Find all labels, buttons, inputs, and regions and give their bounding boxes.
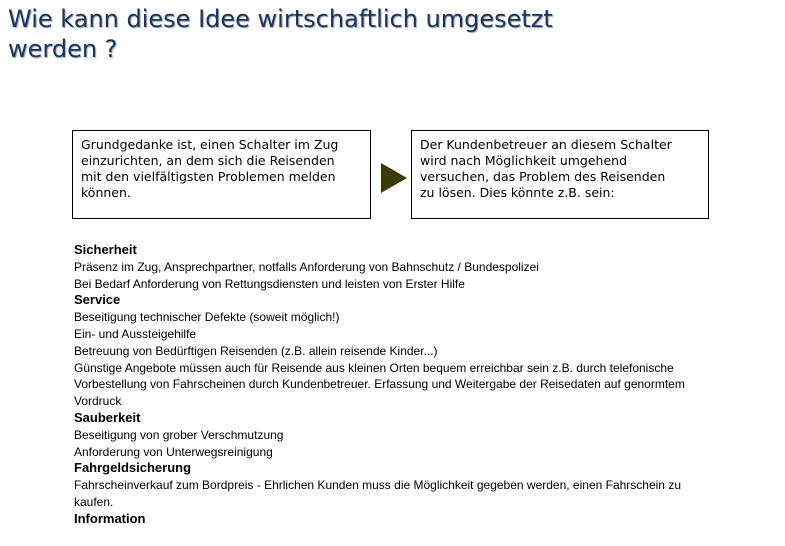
section-item: Betreuung von Bedürftigen Reisenden (z.B. allein reisende Kinder...)	[74, 343, 438, 358]
section-item: Beseitigung technischer Defekte (soweit möglich!)	[74, 310, 340, 325]
arrow-right-icon	[381, 163, 407, 193]
idea-text-box	[72, 130, 371, 219]
section-heading-sicherheit: Sicherheit	[74, 242, 137, 257]
service-text-box	[411, 130, 709, 219]
section-item: Bei Bedarf Anforderung von Rettungsdiensten und leisten von Erster Hilfe	[74, 276, 465, 291]
service-details	[74, 242, 774, 528]
service-text-line: Der Kundenbetreuer an diesem Schalter	[420, 137, 672, 152]
section-item: Günstige Angebote müssen auch für Reisende aus kleinen Orten bequem erreichbar sein z.B. durch telefonische	[74, 360, 674, 375]
idea-text-line: einzurichten, an dem sich die Reisenden	[81, 153, 335, 168]
section-item: Beseitigung von grober Verschmutzung	[74, 427, 284, 442]
idea-text-line: Grundgedanke ist, einen Schalter im Zug	[81, 137, 339, 152]
page-title-line-2: werden ?	[8, 35, 118, 63]
section-item: Vordruck	[74, 394, 122, 409]
section-heading-information: Information	[74, 510, 146, 526]
idea-text-line: können.	[81, 185, 131, 200]
page-title-line-1: Wie kann diese Idee wirtschaftlich umgesetzt	[8, 5, 553, 33]
page-title	[8, 4, 708, 64]
service-text-line: versuchen, das Problem des Reisenden	[420, 169, 666, 184]
section-heading-sauberkeit: Sauberkeit	[74, 409, 141, 425]
section-item: Präsenz im Zug, Ansprechpartner, notfalls Anforderung von Bahnschutz / Bundespolizei	[74, 259, 539, 274]
section-item: kaufen.	[74, 494, 114, 509]
section-item: Vorbestellung von Fahrscheinen durch Kundenbetreuer. Erfassung und Weitergabe der Reisedaten auf genormtem	[74, 377, 685, 392]
idea-text-line: mit den vielfältigsten Problemen melden	[81, 169, 336, 184]
service-text-line: wird nach Möglichkeit umgehend	[420, 153, 628, 168]
section-item: Anforderung von Unterwegsreinigung	[74, 444, 273, 459]
section-heading-service: Service	[74, 292, 121, 308]
section-heading-fahrgeldsicherung: Fahrgeldsicherung	[74, 460, 192, 476]
section-item: Fahrscheinverkauf zum Bordpreis - Ehrlichen Kunden muss die Möglichkeit gegeben werden, einen Fahrschein zu	[74, 478, 681, 493]
service-text-line: zu lösen. Dies könnte z.B. sein:	[420, 185, 615, 200]
section-item: Ein- und Aussteigehilfe	[74, 326, 197, 341]
